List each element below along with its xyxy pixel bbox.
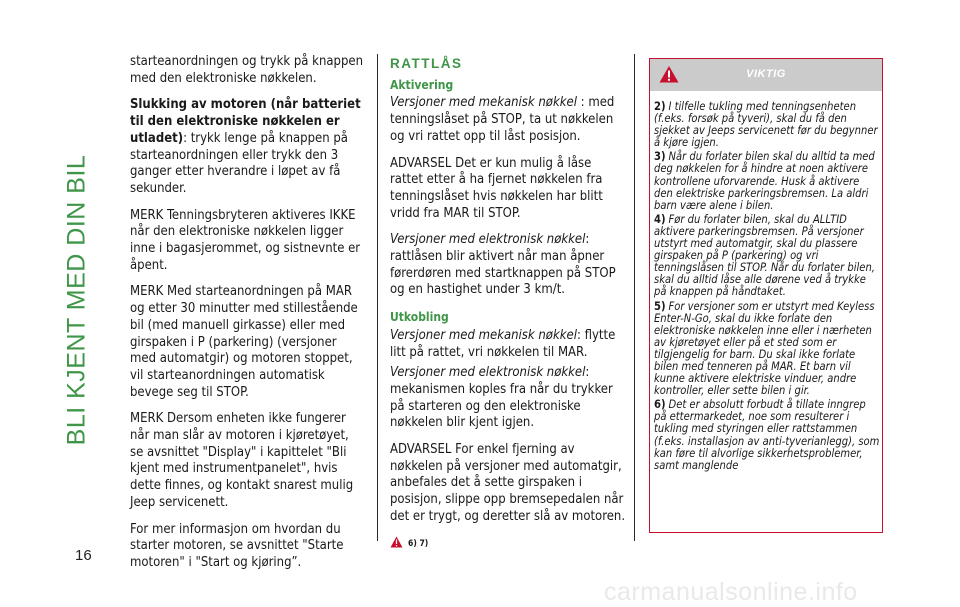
engine-off-heading: Slukking av motoren (når batteriet til den elektroniske nøkkelen er utladet) — [130, 97, 361, 146]
subheading-deactivation: Utkobling — [390, 310, 449, 325]
note-display: MERK Dersom enheten ikke fungerer når man slår av motoren i kjøretøyet, se avsnittet "Display" i kapittelet "Bli kjent med instrumentpanelet", hvis dette finnes, og kontakt snarest mulig Jeep servicenett. — [130, 411, 354, 510]
text-electronic-activation: : rattlåsen blir aktivert når man åpner førerdøren med startknappen på STOP og en hastighet under 3 km/t. — [390, 232, 616, 298]
warning-automatic-gear: ADVARSEL For enkel fjerning av nøkkelen på versjoner med automatgir, anbefales det å sette girspaken i posisjon, slippe opp bremsepedalen når det er trygt, og deretter slå av motoren. — [390, 442, 626, 524]
watermark: carmanualsonline.info — [604, 578, 858, 606]
warning-item-text: Før du forlater bilen, skal du ALLTID aktivere parkeringsbremsen. På versjoner utstyrt med automatgir, skal du plassere girspaken på P (parkering) og vri tenningslåsen til STOP. Når du forlater bilen, skal du alltid låse alle dørene ved å trykke på knappen på håndtaket. — [654, 212, 875, 299]
label-electronic-key: Versjoner med elektronisk nøkkel — [390, 232, 586, 248]
warning-item-number: 5) — [654, 299, 666, 313]
paragraph-more-info: For mer informasjon om hvordan du starter motoren, se avsnittet "Starte motoren" i "Start og kjøring”. — [130, 521, 344, 570]
section-heading-rattlas: RATTLÅS — [390, 56, 463, 71]
warning-item — [654, 301, 880, 398]
text-mechanical-activation: : med tenningslåset på STOP, ta ut nøkkelen og vri rattet opp til låst posisjon. — [390, 95, 615, 144]
paragraph-deactivation-electronic — [390, 365, 626, 432]
warning-triangle-icon — [390, 536, 403, 554]
column-divider-2 — [634, 54, 635, 541]
paragraph-deactivation-mechanical — [390, 328, 626, 361]
warning-item-number: 2) — [654, 100, 666, 113]
text-column-1 — [130, 54, 365, 582]
important-warning-box — [649, 58, 883, 533]
warning-item-text: For versjoner som er utstyrt med Keyless Enter-N-Go, skal du ikke forlate den elektroniske nøkkelen inne eller i nærheten av kjøretøyet eller på et sted som er tilgjengelig for barn. Du skal ikke forlate bilen med tenneren på MAR. Et barn vil kunne aktivere elektriske vinduer, andre kontroller, eller sette bilen i gir. — [654, 299, 875, 398]
label-electronic-key-2: Versjoner med elektronisk nøkkel — [390, 365, 586, 381]
page-number: 16 — [75, 547, 92, 564]
column-divider-1 — [377, 54, 378, 541]
paragraph-activation-mechanical — [390, 95, 626, 145]
warning-lock-text: ADVARSEL Det er kun mulig å låse rattet etter å ha fjernet nøkkelen fra tenningslåset hvis nøkkelen har blitt vridd fra MAR til STOP. — [390, 155, 603, 221]
text-mechanical-deactivation: : flytte litt på rattet, vri nøkkelen til MAR. — [390, 327, 616, 360]
label-mechanical-key: Versjoner med mekanisk nøkkel — [390, 95, 577, 111]
text-column-2 — [390, 56, 626, 553]
warning-reference-row — [390, 536, 626, 554]
note-auto-stop: MERK Med starteanordningen på MAR og etter 30 minutter med stillestående bil (med manuell girkasse) eller med girspaken i P (parkering) (versjoner med automatgir) og motoren stoppet, vil starteanordningen automatisk bevege seg til STOP. — [130, 284, 358, 400]
warning-box-body — [654, 101, 880, 474]
engine-off-text: : trykk lenge på knappen på starteanordningen eller trykk den 3 ganger etter hverandre i løpet av få sekunder. — [130, 130, 348, 196]
warning-item-number: 6) — [654, 398, 666, 412]
warning-item-number: 4) — [654, 212, 666, 226]
warning-box-title: VIKTIG — [746, 68, 786, 80]
warning-item-number: 3) — [654, 150, 666, 164]
subheading-activation: Aktivering — [390, 77, 454, 92]
label-mechanical-key-2: Versjoner med mekanisk nøkkel — [390, 327, 577, 343]
paragraph-engine-off — [130, 97, 365, 197]
warning-reference-numbers: 6) 7) — [408, 539, 429, 550]
warning-item — [654, 101, 880, 149]
chapter-side-title-text: BLI KJENT MED DIN BIL — [62, 154, 91, 446]
warning-item-text: Når du forlater bilen skal du alltid ta med deg nøkkelen for å hindre at noen aktivere kontrollene uforvarende. Husk å aktivere den elektriske parkeringsbremsen. La aldri barn være alene i bilen. — [654, 150, 875, 212]
note-ignition-trunk: MERK Tenningsbryteren aktiveres IKKE når den elektroniske nøkkelen ligger inne i bagasjerommet, og sistnevnte er åpent. — [130, 207, 361, 273]
text-electronic-deactivation: : mekanismen koples fra når du trykker på starteren og den elektroniske nøkkelen blir kjent igjen. — [390, 365, 613, 431]
warning-item — [654, 151, 880, 211]
warning-item-text: I tilfelle tukling med tenningsenheten (f.eks. forsøk på tyveri), skal du få den sjekket av Jeeps servicenett før du begynner å kjøre igjen. — [654, 100, 878, 150]
paragraph-activation-electronic — [390, 232, 626, 299]
warning-item-text: Det er absolutt forbudt å tillate inngrep på ettermarkedet, noe som resulterer i tukling med styringen eller rattstammen (f.eks. installasjon av anti-tyverianlegg), som kan føre til alvorlige sikkerhetsproblemer, samt manglende — [654, 398, 880, 472]
warning-item — [654, 214, 880, 299]
paragraph-start-continued: starteanordningen og trykk på knappen med den elektroniske nøkkelen. — [130, 54, 363, 86]
warning-box-header — [650, 59, 882, 91]
warning-item — [654, 399, 880, 472]
